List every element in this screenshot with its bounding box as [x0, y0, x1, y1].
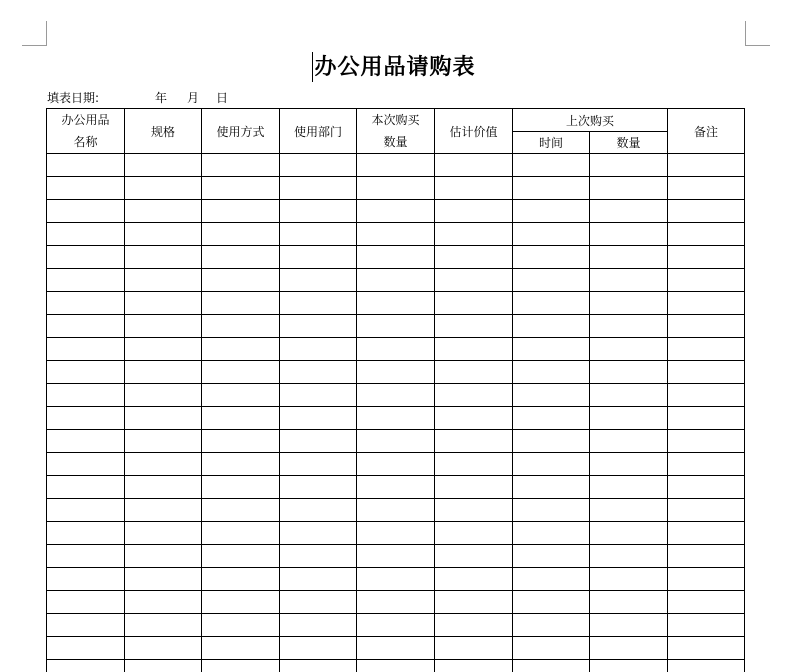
table-cell[interactable]	[357, 430, 435, 453]
table-cell[interactable]	[513, 522, 590, 545]
table-cell[interactable]	[513, 269, 590, 292]
table-cell[interactable]	[590, 200, 668, 223]
table-cell[interactable]	[202, 614, 280, 637]
table-cell[interactable]	[668, 499, 745, 522]
fill-date-label: 填表日期:	[47, 91, 100, 105]
table-cell[interactable]	[47, 246, 125, 269]
table-cell[interactable]	[668, 453, 745, 476]
table-cell[interactable]	[668, 384, 745, 407]
table-cell[interactable]	[513, 292, 590, 315]
header-last-purchase[interactable]: 上次购买	[513, 109, 668, 132]
header-estimated-value[interactable]: 估计价值	[435, 109, 513, 154]
table-row	[47, 591, 745, 614]
table-cell[interactable]	[590, 223, 668, 246]
table-cell[interactable]	[435, 522, 513, 545]
table-cell[interactable]	[668, 591, 745, 614]
table-cell[interactable]	[357, 292, 435, 315]
table-cell[interactable]	[590, 660, 668, 672]
table-cell[interactable]	[513, 453, 590, 476]
table-cell[interactable]	[202, 591, 280, 614]
table-cell[interactable]	[513, 660, 590, 672]
table-cell[interactable]	[202, 246, 280, 269]
table-cell[interactable]	[435, 246, 513, 269]
table-cell[interactable]	[125, 154, 202, 177]
table-cell[interactable]	[47, 338, 125, 361]
header-last-qty[interactable]: 数量	[590, 132, 668, 154]
table-cell[interactable]	[590, 499, 668, 522]
table-cell[interactable]	[513, 614, 590, 637]
header-item-name-line2: 名称	[73, 135, 98, 149]
table-cell[interactable]	[513, 407, 590, 430]
table-cell[interactable]	[47, 614, 125, 637]
table-cell[interactable]	[202, 384, 280, 407]
table-cell[interactable]	[125, 591, 202, 614]
table-cell[interactable]	[668, 223, 745, 246]
table-cell[interactable]	[280, 407, 357, 430]
table-cell[interactable]	[47, 522, 125, 545]
table-cell[interactable]	[125, 430, 202, 453]
table-cell[interactable]	[125, 614, 202, 637]
table-cell[interactable]	[280, 476, 357, 499]
table-cell[interactable]	[280, 246, 357, 269]
table-cell[interactable]	[357, 637, 435, 660]
table-cell[interactable]	[125, 338, 202, 361]
table-cell[interactable]	[435, 407, 513, 430]
purchase-request-table	[46, 108, 745, 672]
table-cell[interactable]	[202, 545, 280, 568]
table-cell[interactable]	[47, 361, 125, 384]
table-cell[interactable]	[357, 269, 435, 292]
table-cell[interactable]	[513, 177, 590, 200]
table-cell[interactable]	[668, 637, 745, 660]
table-cell[interactable]	[125, 499, 202, 522]
header-current-qty-line2: 数量	[383, 135, 408, 149]
table-cell[interactable]	[280, 154, 357, 177]
table-cell[interactable]	[202, 568, 280, 591]
table-row	[47, 246, 745, 269]
table-cell[interactable]	[357, 315, 435, 338]
table-cell[interactable]	[47, 499, 125, 522]
table-cell[interactable]	[280, 315, 357, 338]
table-cell[interactable]	[280, 637, 357, 660]
table-cell[interactable]	[202, 177, 280, 200]
header-current-qty[interactable]	[357, 109, 435, 154]
table-row	[47, 407, 745, 430]
table-cell[interactable]	[435, 200, 513, 223]
header-current-qty-line1: 本次购买	[371, 113, 420, 127]
table-cell[interactable]	[125, 177, 202, 200]
table-cell[interactable]	[47, 269, 125, 292]
table-row	[47, 361, 745, 384]
table-row	[47, 545, 745, 568]
table-cell[interactable]	[435, 269, 513, 292]
table-cell[interactable]	[435, 476, 513, 499]
page-corner-mark-top-left	[22, 21, 47, 46]
table-row	[47, 338, 745, 361]
table-cell[interactable]	[47, 177, 125, 200]
table-cell[interactable]	[513, 246, 590, 269]
table-cell[interactable]	[513, 430, 590, 453]
table-cell[interactable]	[280, 223, 357, 246]
table-cell[interactable]	[668, 292, 745, 315]
table-cell[interactable]	[202, 292, 280, 315]
fill-date-day: 日	[216, 91, 229, 105]
table-body	[47, 154, 745, 672]
table-cell[interactable]	[513, 223, 590, 246]
table-cell[interactable]	[513, 361, 590, 384]
table-cell[interactable]	[668, 246, 745, 269]
page-corner-mark-top-right	[745, 21, 770, 46]
table-cell[interactable]	[590, 614, 668, 637]
table-cell[interactable]	[280, 568, 357, 591]
table-cell[interactable]	[202, 407, 280, 430]
header-remarks[interactable]: 备注	[668, 109, 745, 154]
table-cell[interactable]	[668, 545, 745, 568]
table-cell[interactable]	[668, 522, 745, 545]
table-cell[interactable]	[435, 338, 513, 361]
table-cell[interactable]	[513, 591, 590, 614]
table-cell[interactable]	[668, 568, 745, 591]
table-cell[interactable]	[357, 384, 435, 407]
table-cell[interactable]	[513, 637, 590, 660]
table-row	[47, 315, 745, 338]
table-cell[interactable]	[590, 384, 668, 407]
table-cell[interactable]	[280, 384, 357, 407]
table-cell[interactable]	[280, 660, 357, 672]
table-cell[interactable]	[125, 384, 202, 407]
table-cell[interactable]	[590, 361, 668, 384]
table-cell[interactable]	[125, 246, 202, 269]
table-cell[interactable]	[47, 476, 125, 499]
table-cell[interactable]	[47, 453, 125, 476]
table-cell[interactable]	[513, 545, 590, 568]
table-cell[interactable]	[590, 407, 668, 430]
table-cell[interactable]	[280, 522, 357, 545]
table-cell[interactable]	[435, 499, 513, 522]
table-cell[interactable]	[435, 430, 513, 453]
table-cell[interactable]	[513, 568, 590, 591]
table-row	[47, 292, 745, 315]
table-cell[interactable]	[280, 200, 357, 223]
table-cell[interactable]	[280, 614, 357, 637]
table-cell[interactable]	[590, 591, 668, 614]
table-cell[interactable]	[668, 200, 745, 223]
table-cell[interactable]	[668, 430, 745, 453]
table-cell[interactable]	[47, 223, 125, 246]
table-row	[47, 568, 745, 591]
table-cell[interactable]	[357, 407, 435, 430]
table-cell[interactable]	[357, 246, 435, 269]
table-cell[interactable]	[47, 637, 125, 660]
table-cell[interactable]	[668, 614, 745, 637]
table-cell[interactable]	[357, 522, 435, 545]
table-row	[47, 154, 745, 177]
table-cell[interactable]	[513, 338, 590, 361]
table-cell[interactable]	[202, 476, 280, 499]
table-row	[47, 499, 745, 522]
table-cell[interactable]	[280, 591, 357, 614]
table-cell[interactable]	[357, 361, 435, 384]
table-cell[interactable]	[202, 154, 280, 177]
table-cell[interactable]	[280, 269, 357, 292]
fill-date-year: 年	[155, 91, 168, 105]
table-cell[interactable]	[125, 292, 202, 315]
table-cell[interactable]	[280, 545, 357, 568]
table-cell[interactable]	[513, 384, 590, 407]
table-cell[interactable]	[357, 200, 435, 223]
table-cell[interactable]	[590, 292, 668, 315]
table-cell[interactable]	[202, 361, 280, 384]
table-cell[interactable]	[125, 637, 202, 660]
table-cell[interactable]	[125, 660, 202, 672]
header-department[interactable]: 使用部门	[280, 109, 357, 154]
table-cell[interactable]	[357, 545, 435, 568]
table-row	[47, 660, 745, 672]
table-cell[interactable]	[668, 269, 745, 292]
table-cell[interactable]	[47, 384, 125, 407]
table-cell[interactable]	[280, 177, 357, 200]
table-cell[interactable]	[590, 269, 668, 292]
table-cell[interactable]	[668, 407, 745, 430]
table-cell[interactable]	[47, 154, 125, 177]
table-cell[interactable]	[435, 637, 513, 660]
table-cell[interactable]	[357, 177, 435, 200]
table-row	[47, 453, 745, 476]
table-row	[47, 476, 745, 499]
table-cell[interactable]	[125, 476, 202, 499]
table-cell[interactable]	[435, 154, 513, 177]
table-cell[interactable]	[435, 384, 513, 407]
header-usage[interactable]: 使用方式	[202, 109, 280, 154]
table-cell[interactable]	[668, 361, 745, 384]
table-cell[interactable]	[590, 476, 668, 499]
fill-date-month: 月	[187, 91, 200, 105]
table-cell[interactable]	[435, 568, 513, 591]
table-cell[interactable]	[280, 499, 357, 522]
table-cell[interactable]	[47, 407, 125, 430]
table-cell[interactable]	[590, 338, 668, 361]
table-cell[interactable]	[357, 223, 435, 246]
table-cell[interactable]	[125, 223, 202, 246]
table-cell[interactable]	[513, 499, 590, 522]
table-cell[interactable]	[357, 453, 435, 476]
table-cell[interactable]	[435, 614, 513, 637]
table-cell[interactable]	[280, 292, 357, 315]
table-cell[interactable]	[280, 453, 357, 476]
table-cell[interactable]	[668, 315, 745, 338]
table-cell[interactable]	[590, 154, 668, 177]
table-cell[interactable]	[590, 246, 668, 269]
table-cell[interactable]	[590, 522, 668, 545]
table-cell[interactable]	[435, 545, 513, 568]
table-cell[interactable]	[47, 430, 125, 453]
table-cell[interactable]	[435, 177, 513, 200]
table-cell[interactable]	[125, 522, 202, 545]
table-row	[47, 637, 745, 660]
table-cell[interactable]	[590, 545, 668, 568]
table-cell[interactable]	[202, 499, 280, 522]
table-cell[interactable]	[357, 591, 435, 614]
table-cell[interactable]	[47, 660, 125, 672]
table-cell[interactable]	[590, 315, 668, 338]
table-row	[47, 430, 745, 453]
table-cell[interactable]	[357, 614, 435, 637]
table-cell[interactable]	[435, 453, 513, 476]
table-cell[interactable]	[668, 660, 745, 672]
table-cell[interactable]	[125, 407, 202, 430]
table-cell[interactable]	[202, 637, 280, 660]
header-item-name-line1: 办公用品	[61, 113, 110, 127]
table-cell[interactable]	[357, 660, 435, 672]
table-cell[interactable]	[47, 545, 125, 568]
table-cell[interactable]	[125, 315, 202, 338]
table-cell[interactable]	[357, 476, 435, 499]
table-cell[interactable]	[513, 315, 590, 338]
table-cell[interactable]	[590, 430, 668, 453]
table-cell[interactable]	[435, 223, 513, 246]
table-cell[interactable]	[590, 568, 668, 591]
table-cell[interactable]	[47, 200, 125, 223]
header-item-name[interactable]	[47, 109, 125, 154]
table-cell[interactable]	[357, 568, 435, 591]
table-cell[interactable]	[435, 315, 513, 338]
header-last-time[interactable]: 时间	[513, 132, 590, 154]
table-row	[47, 177, 745, 200]
table-cell[interactable]	[125, 545, 202, 568]
table-cell[interactable]	[357, 499, 435, 522]
table-row	[47, 200, 745, 223]
table-cell[interactable]	[280, 361, 357, 384]
table-cell[interactable]	[590, 177, 668, 200]
table-cell[interactable]	[202, 338, 280, 361]
table-cell[interactable]	[513, 154, 590, 177]
table-cell[interactable]	[280, 338, 357, 361]
table-cell[interactable]	[435, 292, 513, 315]
header-spec[interactable]: 规格	[125, 109, 202, 154]
table-cell[interactable]	[125, 361, 202, 384]
table-cell[interactable]	[668, 177, 745, 200]
table-cell[interactable]	[590, 637, 668, 660]
table-cell[interactable]	[513, 200, 590, 223]
table-cell[interactable]	[513, 476, 590, 499]
table-cell[interactable]	[357, 154, 435, 177]
table-cell[interactable]	[202, 430, 280, 453]
table-cell[interactable]	[668, 476, 745, 499]
table-cell[interactable]	[668, 338, 745, 361]
table-cell[interactable]	[202, 200, 280, 223]
table-row	[47, 223, 745, 246]
table-cell[interactable]	[435, 361, 513, 384]
table-cell[interactable]	[125, 453, 202, 476]
table-row	[47, 384, 745, 407]
table-cell[interactable]	[47, 292, 125, 315]
table-cell[interactable]	[357, 338, 435, 361]
table-cell[interactable]	[125, 568, 202, 591]
table-cell[interactable]	[202, 522, 280, 545]
table-cell[interactable]	[202, 269, 280, 292]
table-cell[interactable]	[202, 223, 280, 246]
table-cell[interactable]	[435, 660, 513, 672]
table-cell[interactable]	[668, 154, 745, 177]
table-row	[47, 269, 745, 292]
table-row	[47, 522, 745, 545]
table-cell[interactable]	[202, 315, 280, 338]
table-cell[interactable]	[47, 315, 125, 338]
table-cell[interactable]	[125, 269, 202, 292]
table-row	[47, 614, 745, 637]
table-cell[interactable]	[125, 200, 202, 223]
table-cell[interactable]	[47, 568, 125, 591]
table-cell[interactable]	[202, 660, 280, 672]
document-title[interactable]: 办公用品请购表	[314, 54, 476, 80]
table-cell[interactable]	[280, 430, 357, 453]
table-cell[interactable]	[590, 453, 668, 476]
table-cell[interactable]	[47, 591, 125, 614]
table-cell[interactable]	[202, 453, 280, 476]
table-cell[interactable]	[435, 591, 513, 614]
